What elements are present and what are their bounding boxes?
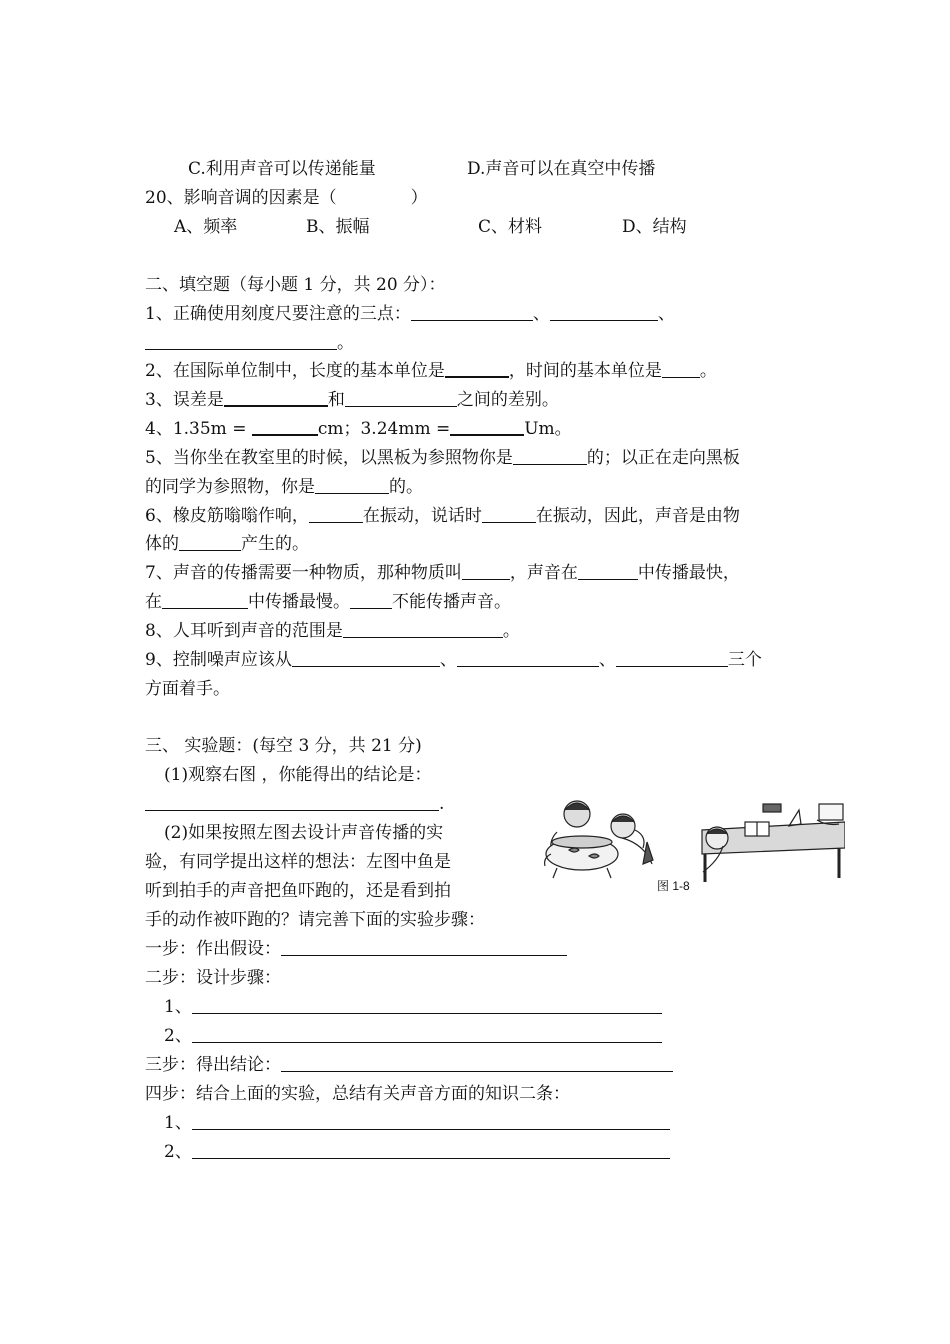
experiment-illustration	[527, 792, 845, 884]
fill-q1-cont	[145, 332, 354, 354]
fill-q4-text: 4、1.35m =	[145, 419, 247, 439]
figure-caption: 图 1-8	[657, 879, 690, 893]
fill-q6-blank-2[interactable]	[482, 506, 536, 523]
step-3	[145, 1054, 673, 1076]
fill-q1-end: 。	[337, 333, 354, 353]
fill-q4-blank-2[interactable]	[450, 418, 524, 436]
fill-q2-end: 。	[699, 361, 717, 381]
step-2-item-2-label: 2、	[164, 1026, 192, 1046]
fill-q5-text-b: 的；以正在走向黑板	[586, 448, 740, 468]
fill-q9-sep1: 、	[439, 650, 457, 670]
fill-q7-blank-4[interactable]	[350, 592, 392, 609]
fill-q3-end: 之间的差别。	[456, 390, 559, 410]
fill-q5-text-c: 的同学为参照物，你是	[145, 477, 315, 497]
fill-q9	[145, 649, 762, 671]
step-4-item-2-label: 2、	[164, 1142, 192, 1162]
step-2-item-1-blank[interactable]	[192, 997, 662, 1014]
fill-q1-blank-3[interactable]	[145, 333, 337, 350]
step-1-label: 一步：作出假设：	[145, 939, 281, 959]
fill-q2-blank-1[interactable]	[445, 360, 509, 378]
q20-stem-text: 20、影响音调的因素是（	[145, 188, 337, 208]
exp-part1: (1)观察右图 ，你能得出的结论是：	[164, 765, 432, 785]
fill-q9-sep2: 、	[598, 650, 616, 670]
fill-q2	[145, 360, 717, 382]
fill-q7-text-c: 中传播最快，	[637, 563, 740, 583]
fill-q6-text-d: 体的	[145, 534, 179, 554]
fill-q9-blank-2[interactable]	[457, 650, 599, 667]
q20-option-d: D、结构	[622, 217, 687, 237]
exp-part1-answer	[145, 793, 444, 815]
fill-q2-text-b: ，时间的基本单位是	[508, 361, 662, 381]
fill-q7-blank-2[interactable]	[578, 563, 638, 580]
q19-option-d: D.声音可以在真空中传播	[467, 159, 656, 179]
fill-q5-end: 的。	[389, 477, 423, 497]
exp-part2-line4: 手的动作被吓跑的？请完善下面的实验步骤：	[145, 910, 485, 930]
exp-part1-blank[interactable]	[145, 794, 439, 811]
conclusion-blank[interactable]	[281, 1055, 673, 1072]
fill-q7-text-d: 在	[145, 592, 162, 612]
fill-q5-text: 5、当你坐在教室里的时候，以黑板为参照物你是	[145, 448, 513, 468]
exp-part2-line1: (2)如果按照左图去设计声音传播的实	[164, 823, 444, 843]
step-2-item-2	[164, 1025, 662, 1047]
fill-q6	[145, 505, 740, 527]
step-4-item-2	[164, 1141, 670, 1163]
step-4-item-1	[164, 1112, 670, 1134]
fill-q7-end: 不能传播声音。	[392, 592, 511, 612]
fill-q7-text-e: 中传播最慢。	[248, 592, 350, 612]
fill-q6-blank-1[interactable]	[309, 506, 363, 523]
step-1	[145, 938, 567, 960]
exp-part1-end: .	[439, 794, 445, 814]
fill-q4-text-b: cm；3.24mm =	[317, 419, 451, 439]
fill-q5	[145, 447, 740, 469]
fill-q3-and: 和	[327, 390, 345, 410]
fill-q7-blank-3[interactable]	[162, 592, 248, 609]
fill-q2-blank-2[interactable]	[662, 361, 700, 378]
fill-q3-blank-2[interactable]	[345, 390, 457, 407]
step-2-item-1-label: 1、	[164, 997, 192, 1017]
fill-q7	[145, 562, 740, 584]
fill-q9-cont: 方面着手。	[145, 679, 230, 699]
step-2-item-1	[164, 996, 662, 1018]
fill-q8-text: 8、人耳听到声音的范围是	[145, 621, 343, 641]
step-4-item-2-blank[interactable]	[192, 1142, 670, 1159]
fill-q4	[145, 418, 572, 440]
fill-q4-end: Um。	[524, 419, 572, 439]
fill-q3	[145, 389, 559, 411]
fill-q8-end: 。	[502, 621, 520, 641]
fill-q9-text-b: 三个	[727, 650, 762, 670]
fill-q9-blank-3[interactable]	[616, 650, 728, 667]
fill-q5-cont	[145, 476, 423, 498]
fill-q1-blank-2[interactable]	[550, 304, 658, 321]
fill-q5-blank-1[interactable]	[513, 448, 587, 465]
fill-q6-text-c: 在振动，因此，声音是由物	[535, 506, 740, 526]
fill-q7-text: 7、声音的传播需要一种物质，那种物质叫	[145, 563, 462, 583]
fill-q7-text-b: ，声音在	[509, 563, 578, 583]
fill-q4-blank-1[interactable]	[252, 418, 318, 436]
fill-q1-text: 1、正确使用刻度尺要注意的三点：	[145, 304, 411, 324]
fill-q6-text-b: 在振动，说话时	[362, 506, 482, 526]
q20-stem-close: ）	[410, 188, 428, 208]
fill-q1-blank-1[interactable]	[411, 304, 533, 321]
fill-q8	[145, 620, 520, 642]
q19-option-c: C.利用声音可以传递能量	[188, 159, 376, 179]
step-4: 四步：结合上面的实验，总结有关声音方面的知识二条：	[145, 1084, 570, 1104]
section2-title: 二、填空题（每小题 1 分，共 20 分）：	[145, 275, 446, 295]
q20-option-b: B、振幅	[306, 217, 370, 237]
hypothesis-blank[interactable]	[281, 939, 567, 956]
fill-q1-sep1: 、	[532, 304, 550, 324]
step-2-item-2-blank[interactable]	[192, 1026, 662, 1043]
fill-q6-cont	[145, 533, 309, 555]
fill-q9-blank-1[interactable]	[292, 650, 440, 667]
fill-q8-blank-1[interactable]	[343, 621, 503, 638]
section3-title: 三、 实验题：(每空 3 分，共 21 分)	[145, 736, 422, 756]
q20-stem	[145, 187, 428, 209]
fill-q1-sep2: 、	[657, 304, 675, 324]
step-2: 二步：设计步骤：	[145, 968, 281, 988]
exp-part2-line3: 听到拍手的声音把鱼吓跑的，还是看到拍	[145, 881, 451, 901]
q20-option-c: C、材料	[478, 217, 543, 237]
exp-part2-line2: 验，有同学提出这样的想法：左图中鱼是	[145, 852, 451, 872]
step-4-item-1-label: 1、	[164, 1113, 192, 1133]
fill-q6-end: 产生的。	[241, 534, 309, 554]
step-3-label: 三步：得出结论：	[145, 1055, 281, 1075]
fill-q9-text: 9、控制噪声应该从	[145, 650, 292, 670]
fill-q3-text: 3、误差是	[145, 390, 224, 410]
fill-q5-blank-2[interactable]	[315, 477, 389, 494]
fill-q3-blank-1[interactable]	[224, 389, 328, 407]
fill-q1	[145, 303, 675, 325]
fill-q6-text: 6、橡皮筋嗡嗡作响，	[145, 506, 309, 526]
fill-q6-blank-3[interactable]	[179, 534, 241, 551]
step-4-item-1-blank[interactable]	[192, 1113, 670, 1130]
fill-q2-text: 2、在国际单位制中，长度的基本单位是	[145, 361, 445, 381]
q20-option-a: A、频率	[174, 217, 238, 237]
fill-q7-cont	[145, 591, 511, 613]
fill-q7-blank-1[interactable]	[462, 563, 510, 580]
